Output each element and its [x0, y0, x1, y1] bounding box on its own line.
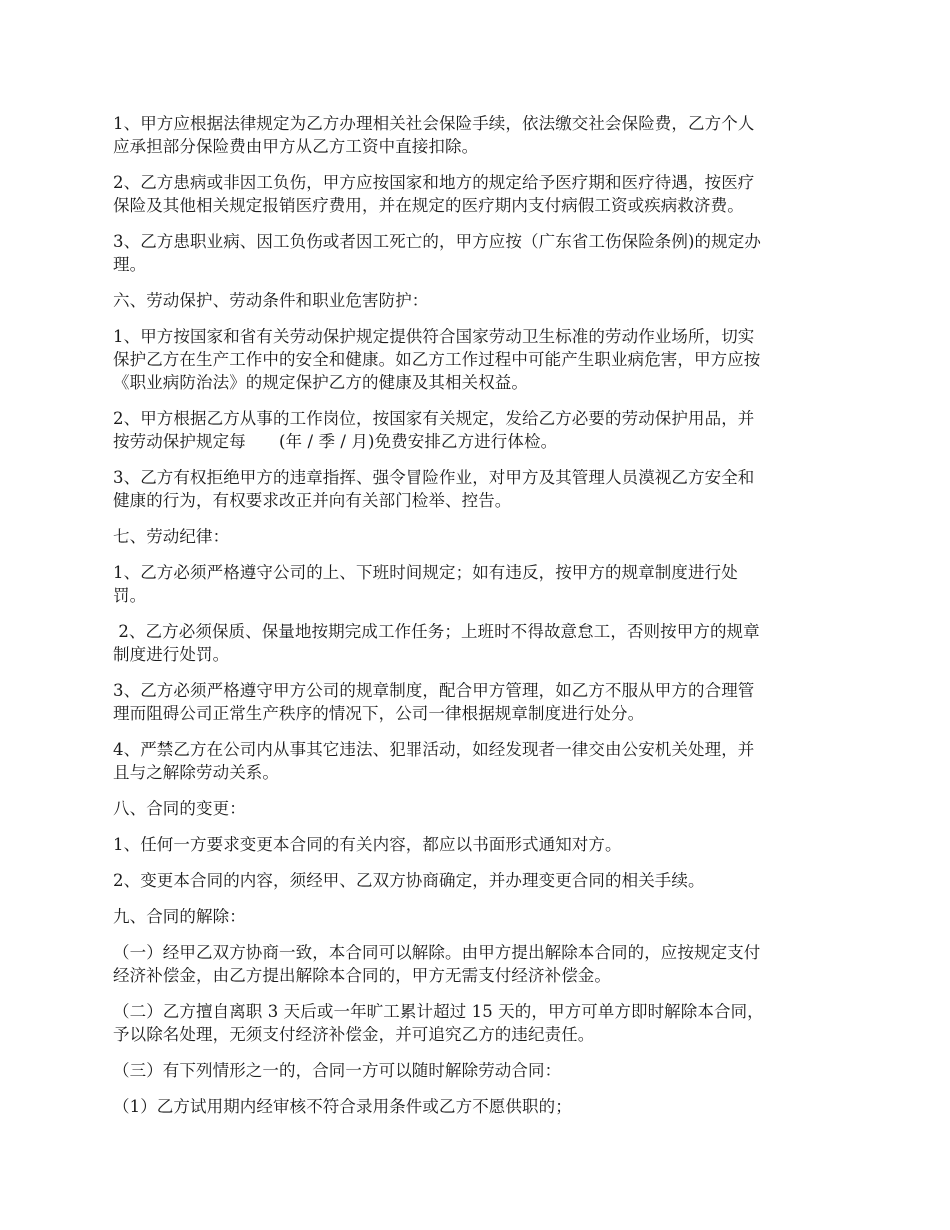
social-insurance-clause-2: 2、乙方患病或非因工负伤，甲方应按国家和地方的规定给予医疗期和医疗待遇，按医疗 保险及其他相关规定报销医疗费用，并在规定的医疗期内支付病假工资或疾病救济费。 — [113, 173, 755, 215]
discipline-clause-4: 4、严禁乙方在公司内从事其它违法、犯罪活动，如经发现者一律交由公安机关处理，并 且与之解除劳动关系。 — [113, 740, 755, 782]
discipline-clause-2: 2、乙方必须保质、保量地按期完成工作任务；上班时不得故意怠工，否则按甲方的规章 制度进行处罚。 — [113, 622, 760, 664]
change-clause-1: 1、任何一方要求变更本合同的有关内容，都应以书面形式通知对方。 — [113, 835, 622, 854]
change-clause-2: 2、变更本合同的内容，须经甲、乙双方协商确定，并办理变更合同的相关手续。 — [113, 871, 705, 890]
social-insurance-clause-1: 1、甲方应根据法律规定为乙方办理相关社会保险手续，依法缴交社会保险费，乙方个人 应承担部分保险费由甲方从乙方工资中直接扣除。 — [113, 114, 755, 156]
section-heading-labor-discipline: 七、劳动纪律： — [113, 527, 230, 546]
labor-protection-clause-1: 1、甲方按国家和省有关劳动保护规定提供符合国家劳动卫生标准的劳动作业场所，切实 保护乙方在生产工作中的安全和健康。如乙方工作过程中可能产生职业病危害，甲方应按 《职业病防治法》的规定保护乙方的健康及其相关权益。 — [113, 327, 761, 392]
section-heading-labor-protection: 六、劳动保护、劳动条件和职业危害防护： — [113, 291, 429, 310]
discipline-clause-3: 3、乙方必须严格遵守甲方公司的规章制度，配合甲方管理，如乙方不服从甲方的合理管 理而阻碍公司正常生产秩序的情况下，公司一律根据规章制度进行处分。 — [113, 681, 755, 723]
discipline-clause-1: 1、乙方必须严格遵守公司的上、下班时间规定；如有违反，按甲方的规章制度进行处 罚。 — [113, 563, 738, 605]
social-insurance-clause-3: 3、乙方患职业病、因工负伤或者因工死亡的，甲方应按（广东省工伤保险条例)的规定办 理。 — [113, 232, 761, 274]
termination-clause-2: （二）乙方擅自离职 3 天后或一年旷工累计超过 15 天的，甲方可单方即时解除本合同， 予以除名处理，无须支付经济补偿金，并可追究乙方的违纪责任。 — [113, 1002, 764, 1044]
document-page — [113, 112, 841, 1131]
termination-clause-1: （一）经甲乙双方协商一致，本合同可以解除。由甲方提出解除本合同的，应按规定支付 经济补偿金，由乙方提出解除本合同的，甲方无需支付经济补偿金。 — [113, 943, 761, 985]
labor-protection-clause-2: 2、甲方根据乙方从事的工作岗位，按国家有关规定，发给乙方必要的劳动保护用品，并 按劳动保护规定每 (年 / 季 / 月)免费安排乙方进行体检。 — [113, 409, 755, 451]
termination-clause-3: （三）有下列情形之一的，合同一方可以随时解除劳动合同： — [113, 1061, 562, 1080]
termination-item-1: （1）乙方试用期内经审核不符合录用条件或乙方不愿供职的； — [113, 1097, 572, 1116]
labor-protection-clause-3: 3、乙方有权拒绝甲方的违章指挥、强令冒险作业，对甲方及其管理人员漠视乙方安全和 健康的行为，有权要求改正并向有关部门检举、控告。 — [113, 468, 755, 510]
section-heading-contract-change: 八、合同的变更： — [113, 799, 246, 818]
section-heading-contract-termination: 九、合同的解除： — [113, 907, 246, 926]
